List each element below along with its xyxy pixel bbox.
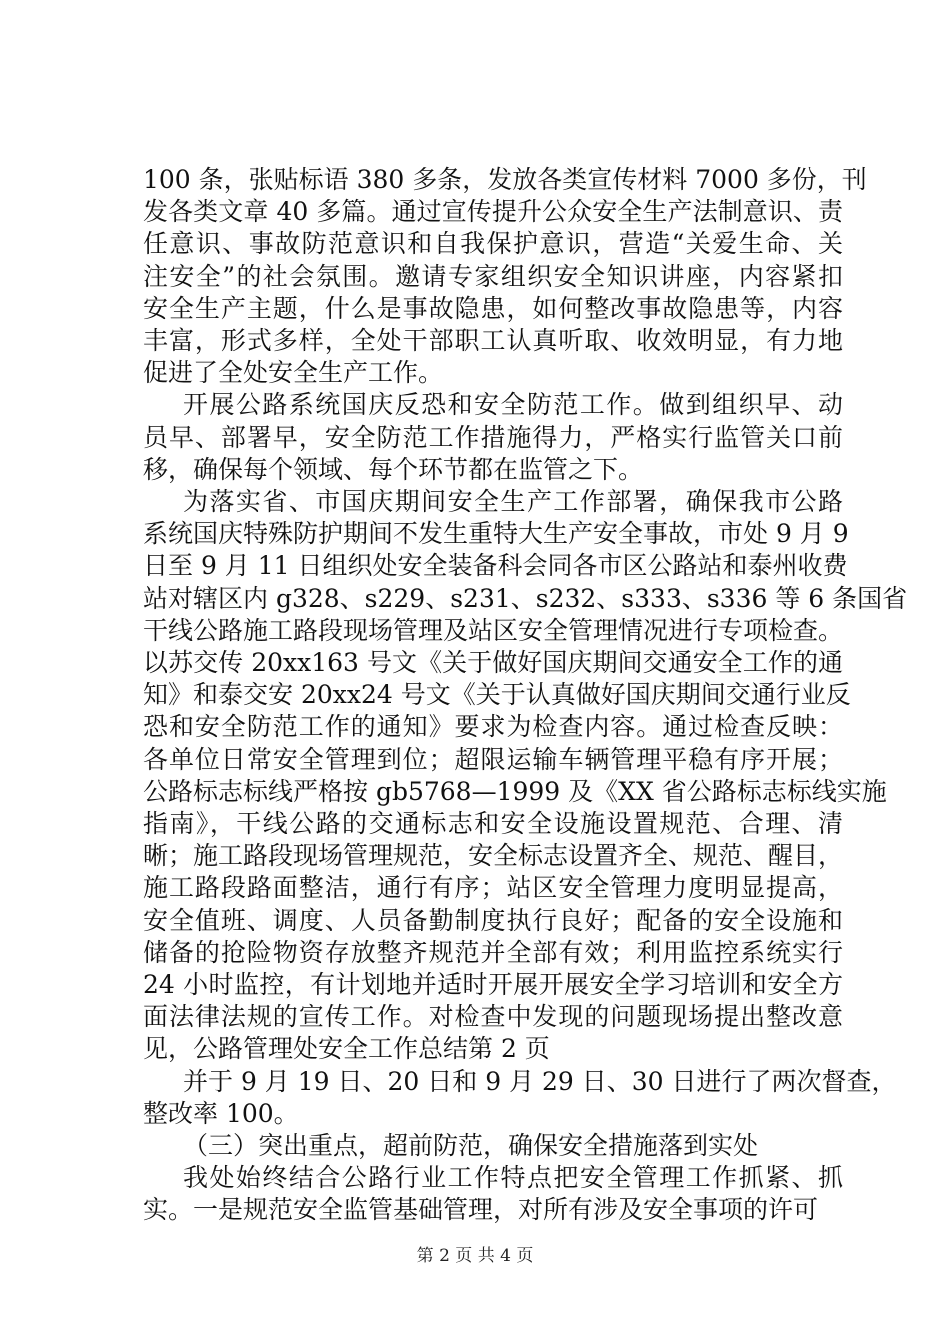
body-line-2: 发各类文章 40 多篇。通过宣传提升公众安全生产法制意识、责	[143, 197, 843, 227]
body-line-17: 知》和泰交安 20xx24 号文《关于认真做好国庆期间交通行业反	[143, 680, 851, 710]
body-line-20: 公路标志标线严格按 gb5768—1999 及《XX 省公路标志标线实施	[143, 776, 887, 806]
body-line-21: 指南》，干线公路的交通标志和安全设施设置规范、合理、清	[143, 809, 843, 838]
body-line-26: 24 小时监控，有计划地并适时开展开展安全学习培训和安全方	[143, 970, 843, 999]
body-line-27: 面法律法规的宣传工作。对检查中发现的问题现场提出整改意	[143, 1002, 843, 1032]
body-line-12: 系统国庆特殊防护期间不发生重特大生产安全事故，市处 9 月 9	[143, 519, 849, 549]
body-line-5: 安全生产主题，什么是事故隐患，如何整改事故隐患等，内容	[143, 293, 843, 323]
body-line-15: 干线公路施工路段现场管理及站区安全管理情况进行专项检查。	[143, 615, 844, 645]
body-line-16: 以苏交传 20xx163 号文《关于做好国庆期间交通安全工作的通	[143, 648, 843, 677]
body-line-31: （三）突出重点，超前防范，确保安全措施落到实处	[183, 1131, 759, 1160]
body-line-13: 日至 9 月 11 日组织处安全装备科会同各市区公路站和泰州收费	[143, 551, 848, 581]
body-line-29: 并于 9 月 19 日、20 日和 9 月 29 日、30 日进行了两次督查，	[183, 1066, 897, 1096]
body-line-24: 安全值班、调度、人员备勤制度执行良好；配备的安全设施和	[143, 905, 843, 935]
body-line-18: 恐和安全防范工作的通知》要求为检查内容。通过检查反映：	[143, 712, 843, 742]
body-line-14: 站对辖区内 g328、s229、s231、s232、s333、s336 等 6 条国省	[143, 583, 908, 613]
body-line-3: 任意识、事故防范意识和自我保护意识，营造“关爱生命、关	[143, 229, 843, 259]
body-line-9: 员早、部署早，安全防范工作措施得力，严格实行监管关口前	[143, 422, 843, 452]
body-line-10: 移，确保每个领域、每个环节都在监管之下。	[143, 454, 644, 484]
body-line-22: 晰；施工路段现场管理规范，安全标志设置齐全、规范、醒目，	[143, 841, 844, 871]
body-line-4: 注安全”的社会氛围。邀请专家组织安全知识讲座，内容紧扣	[143, 261, 843, 291]
body-line-19: 各单位日常安全管理到位；超限运输车辆管理平稳有序开展；	[143, 744, 843, 774]
body-line-28: 见，公路管理处安全工作总结第 2 页	[143, 1034, 550, 1064]
body-line-23: 施工路段路面整洁，通行有序；站区安全管理力度明显提高，	[143, 873, 843, 903]
body-line-32: 我处始终结合公路行业工作特点把安全管理工作抓紧、抓	[183, 1163, 843, 1193]
body-line-8: 开展公路系统国庆反恐和安全防范工作。做到组织早、动	[183, 390, 843, 420]
body-line-7: 促进了全处安全生产工作。	[143, 358, 444, 388]
body-line-1: 100 条，张贴标语 380 多条，发放各类宣传材料 7000 多份，刊	[143, 165, 867, 194]
body-line-25: 储备的抢险物资存放整齐规范并全部有效；利用监控系统实行	[143, 937, 843, 967]
body-line-33: 实。一是规范安全监管基础管理，对所有涉及安全事项的许可	[143, 1195, 819, 1225]
body-line-11: 为落实省、市国庆期间安全生产工作部署，确保我市公路	[183, 487, 843, 516]
page-footer: 第 2 页 共 4 页	[416, 1246, 534, 1266]
body-line-6: 丰富，形式多样，全处干部职工认真听取、收效明显，有力地	[143, 326, 843, 355]
body-line-30: 整改率 100。	[143, 1098, 299, 1128]
